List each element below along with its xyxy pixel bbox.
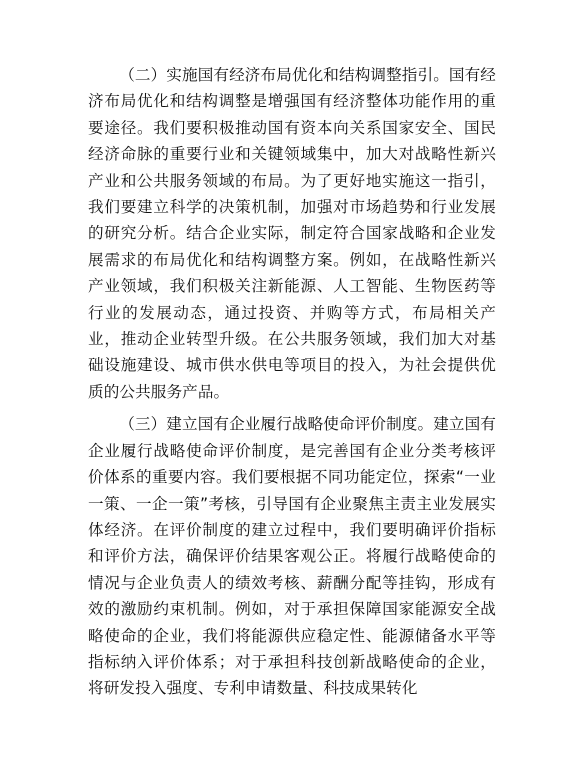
document-body <box>88 62 496 702</box>
paragraph-layout-optimization: （二）实施国有经济布局优化和结构调整指引。国有经济布局优化和结构调整是增强国有经济整体功能作用的重要途径。我们要积极推动国有资本向关系国家安全、国民经济命脉的重要行业和关键领域集中，加大对战略性新兴产业和公共服务领域的布局。为了更好地实施这一指引，我们要建立科学的决策机制，加强对市场趋势和行业发展的研究分析。结合企业实际，制定符合国家战略和企业发展需求的布局优化和结构调整方案。例如，在战略性新兴产业领域，我们积极关注新能源、人工智能、生物医药等行业的发展动态，通过投资、并购等方式，布局相关产业，推动企业转型升级。在公共服务领域，我们加大对基础设施建设、城市供水供电等项目的投入，为社会提供优质的公共服务产品。 <box>88 66 496 401</box>
paragraph-strategic-mission-evaluation: （三）建立国有企业履行战略使命评价制度。建立国有企业履行战略使命评价制度，是完善国有企业分类考核评价体系的重要内容。我们要根据不同功能定位，探索“一业一策、一企一策”考核，引导国有企业聚焦主责主业发展实体经济。在评价制度的建立过程中，我们要明确评价指标和评价方法，确保评价结果客观公正。将履行战略使命的情况与企业负责人的绩效考核、薪酬分配等挂钩，形成有效的激励约束机制。例如，对于承担保障国家能源安全战略使命的企业，我们将能源供应稳定性、能源储备水平等指标纳入评价体系；对于承担科技创新战略使命的企业，将研发投入强度、专利申请数量、科技成果转化 <box>88 415 496 698</box>
